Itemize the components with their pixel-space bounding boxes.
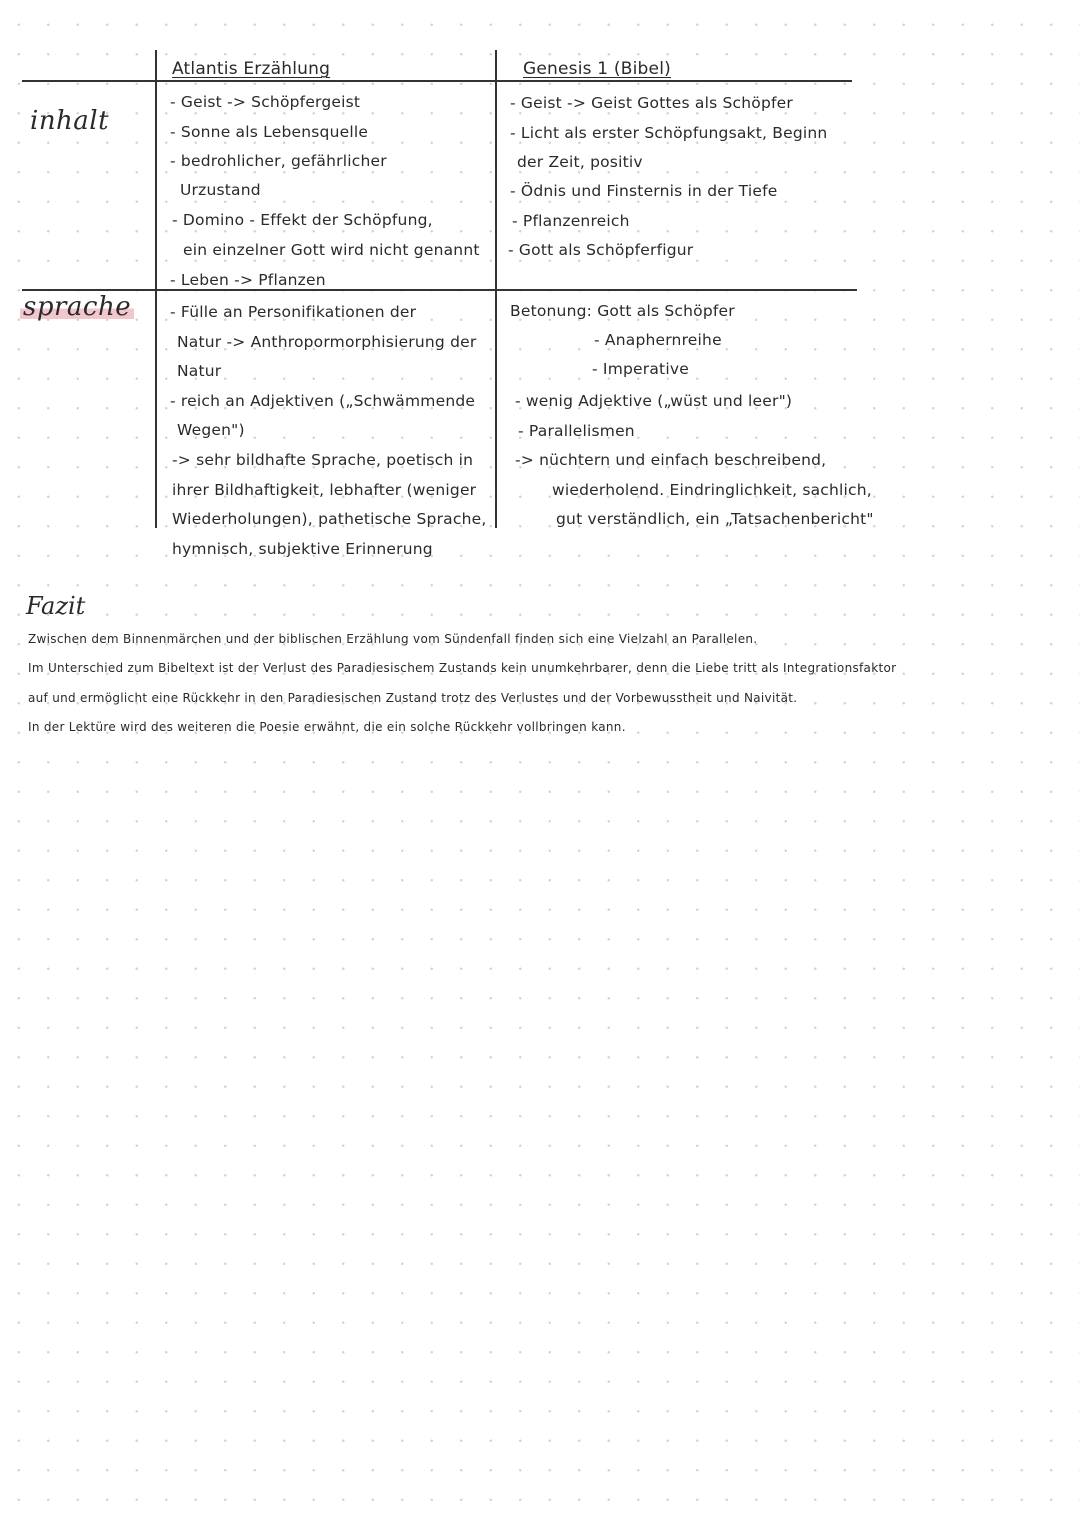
list-item: - Gott als Schöpferfigur [508,241,694,259]
row-label-sprache: sprache [20,292,134,322]
row-label-inhalt: inhalt [30,106,110,136]
list-item: - Geist -> Geist Gottes als Schöpfer [510,94,793,112]
list-item: wiederholend. Eindringlichkeit, sachlich, [552,481,872,499]
list-item: -> nüchtern und einfach beschreibend, [515,451,827,469]
paragraph-line: Zwischen dem Binnenmärchen und der biblischen Erzählung vom Sündenfall finden sich eine Vielzahl an Parallelen. [28,632,758,646]
list-item: Wiederholungen), pathetische Sprache, [172,510,487,528]
table-column-divider-2 [495,50,497,528]
list-item: Betonung: Gott als Schöpfer [510,302,735,320]
list-item: - Geist -> Schöpfergeist [170,93,361,111]
list-item: - Anaphernreihe [594,331,722,349]
list-item: - Pflanzenreich [512,212,630,230]
list-item: - Fülle an Personifikationen der [170,303,417,321]
list-item: Natur [177,362,222,380]
list-item: hymnisch, subjektive Erinnerung [172,540,433,558]
paragraph-line: In der Lektüre wird des weiteren die Poesie erwähnt, die ein solche Rückkehr vollbringen kann. [28,720,626,734]
list-item: - Leben -> Pflanzen [170,271,326,289]
paragraph-line: Im Unterschied zum Bibeltext ist der Verlust des Paradiesischem Zustands kein unumkehrbarer, denn die Liebe tritt als Integrationsfaktor [28,661,897,675]
list-item: - reich an Adjektiven („Schwämmende [170,392,476,410]
list-item: Urzustand [180,181,261,199]
list-item: Wegen") [177,421,245,439]
list-item: - Licht als erster Schöpfungsakt, Beginn [510,124,828,142]
fazit-heading: Fazit [26,592,86,620]
list-item: - Parallelismen [518,422,635,440]
list-item: - Sonne als Lebensquelle [170,123,369,141]
list-item: - wenig Adjektive („wüst und leer") [515,392,793,410]
list-item: - Domino - Effekt der Schöpfung, [172,211,433,229]
table-column-divider-1 [155,50,157,528]
list-item: ein einzelner Gott wird nicht genannt [183,241,480,259]
list-item: ihrer Bildhaftigkeit, lebhafter (weniger [172,481,477,499]
column-header-atlantis: Atlantis Erzählung [172,59,331,79]
list-item: gut verständlich, ein „Tatsachenbericht" [556,510,874,528]
list-item: - Imperative [592,360,689,378]
list-item: -> sehr bildhafte Sprache, poetisch in [172,451,474,469]
list-item: - Ödnis und Finsternis in der Tiefe [510,182,778,200]
list-item: der Zeit, positiv [517,153,643,171]
table-header-rule [22,80,852,82]
column-header-genesis: Genesis 1 (Bibel) [523,59,671,79]
list-item: - bedrohlicher, gefährlicher [170,152,387,170]
paragraph-line: auf und ermöglicht eine Rückkehr in den Paradiesischen Zustand trotz des Verlustes und der Vorbewusstheit und Naivität. [28,691,798,705]
table-row-divider [22,289,857,291]
list-item: Natur -> Anthropormorphisierung der [177,333,477,351]
